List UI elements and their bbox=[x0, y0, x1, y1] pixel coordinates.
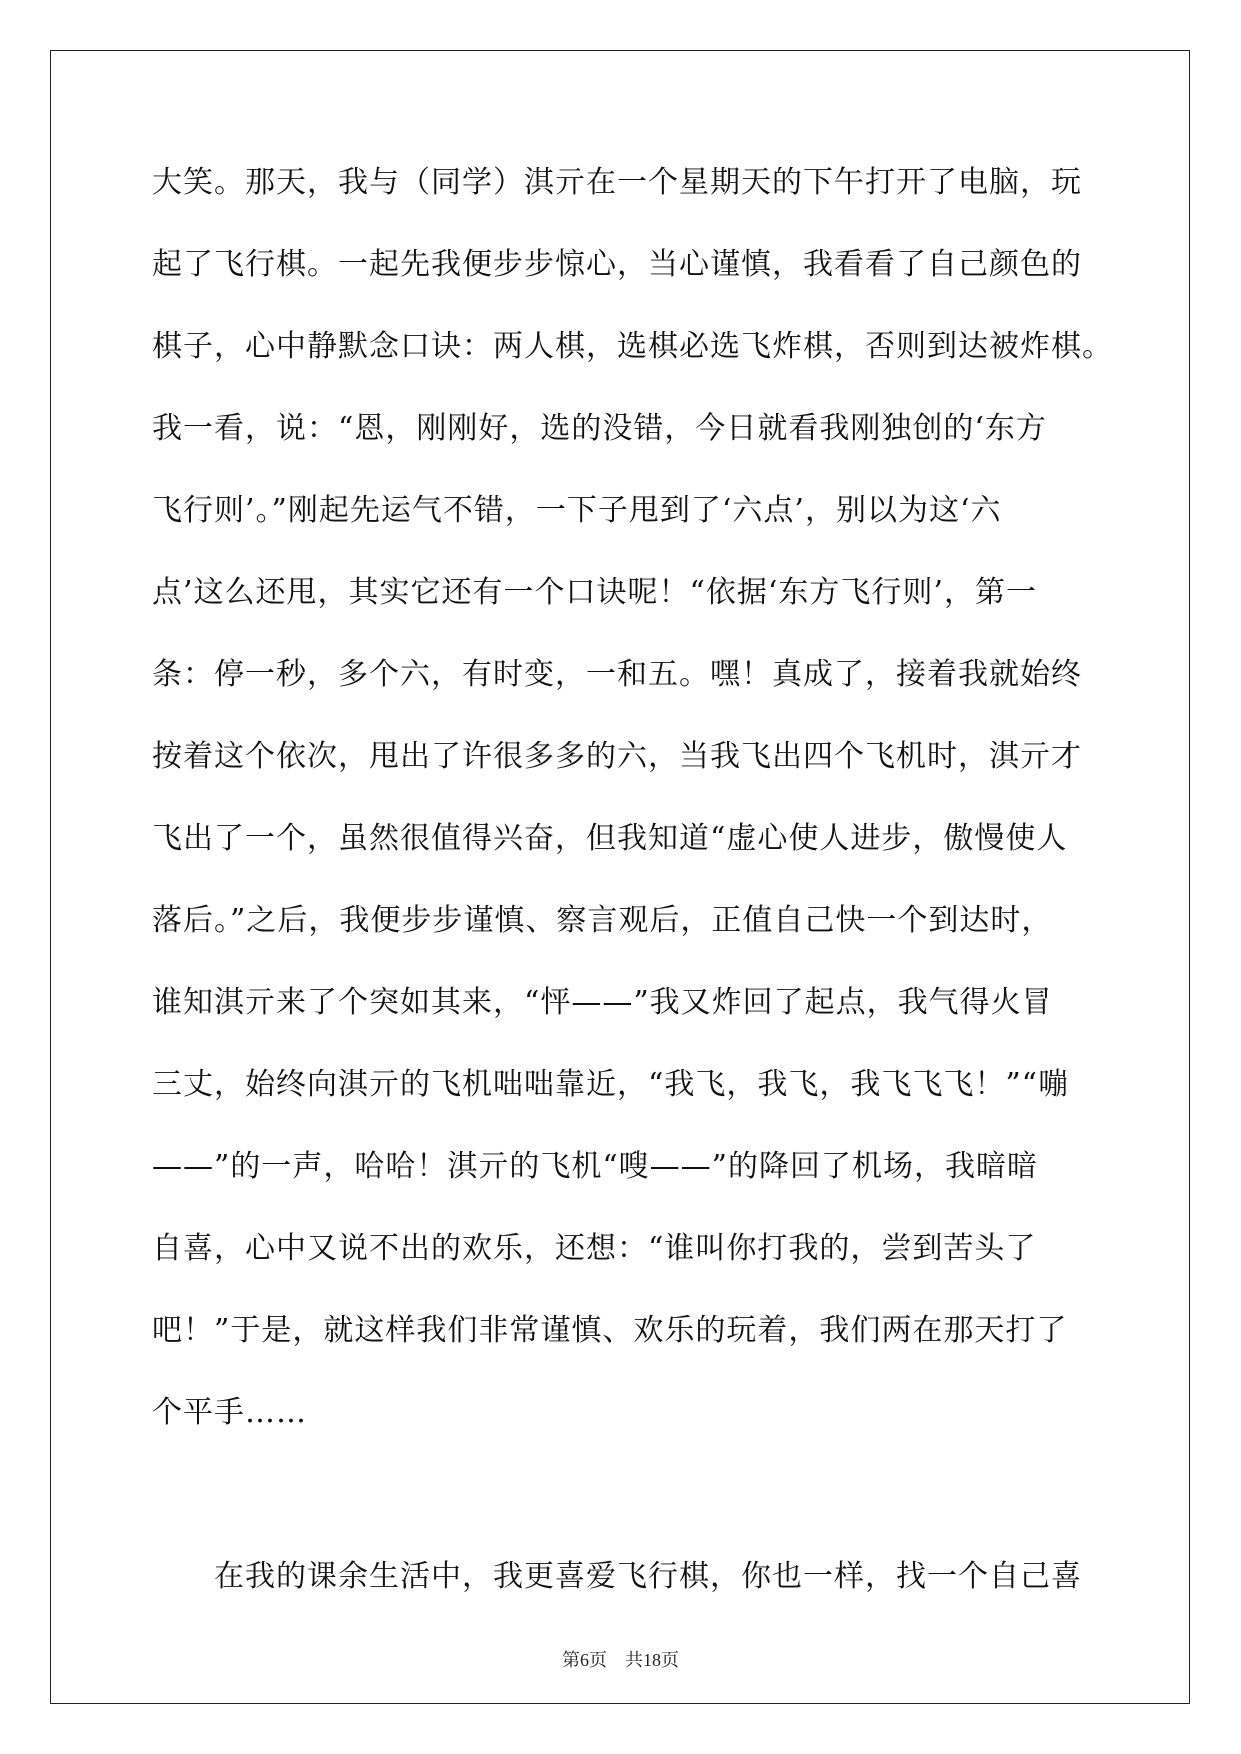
text-line: ——”的一声，哈哈！淇亓的飞机“嗖——”的降回了机场，我暗暗 bbox=[152, 1149, 1039, 1184]
text-line: 吧！”于是，就这样我们非常谨慎、欢乐的玩着，我们两在那天打了 bbox=[152, 1313, 1068, 1348]
document-body bbox=[152, 160, 1113, 1636]
text-line: 起了飞行棋。一起先我便步步惊心，当心谨慎，我看看了自己颜色的 bbox=[152, 247, 1082, 282]
text-line: 在我的课余生活中，我更喜爱飞行棋，你也一样，找一个自己喜 bbox=[152, 1559, 1082, 1594]
text-line: 按着这个依次，甩出了许很多多的六，当我飞出四个飞机时，淇亓才 bbox=[152, 739, 1082, 774]
text-line: 落后。”之后，我便步步谨慎、察言观后，正值自己快一个到达时， bbox=[152, 903, 1053, 938]
text-line: 条：停一秒，多个六，有时变，一和五。嘿！真成了，接着我就始终 bbox=[152, 657, 1082, 692]
text-line: 三丈，始终向淇亓的飞机咄咄靠近，“我飞，我飞，我飞飞飞！”“嘣 bbox=[152, 1067, 1070, 1102]
text-line: 点’这么还甩，其实它还有一个口诀呢！“依据‘东方飞行则’，第一 bbox=[152, 575, 1037, 610]
text-line: 个平手…… bbox=[152, 1395, 307, 1430]
text-line: 我一看，说：“恩，刚刚好，选的没错，今日就看我刚独创的‘东方 bbox=[152, 411, 1047, 446]
page-number-label: 第6页 共18页 bbox=[562, 1650, 679, 1670]
text-line: 飞行则’。”刚起先运气不错，一下子甩到了‘六点’，别以为这‘六 bbox=[152, 493, 1002, 528]
text-line: 自喜，心中又说不出的欢乐，还想：“谁叫你打我的，尝到苦头了 bbox=[152, 1231, 1037, 1266]
page-footer bbox=[0, 1646, 1241, 1672]
text-line: 飞出了一个，虽然很值得兴奋，但我知道“虚心使人进步，傲慢使人 bbox=[152, 821, 1068, 856]
text-line: 大笑。那天，我与（同学）淇亓在一个星期天的下午打开了电脑，玩 bbox=[152, 165, 1082, 200]
text-line: 谁知淇亓来了个突如其来，“怦——”我又炸回了起点，我气得火冒 bbox=[152, 985, 1053, 1020]
text-line: 棋子，心中静默念口诀：两人棋，选棋必选飞炸棋，否则到达被炸棋。 bbox=[152, 329, 1113, 364]
paragraph-gap bbox=[152, 1472, 1092, 1554]
